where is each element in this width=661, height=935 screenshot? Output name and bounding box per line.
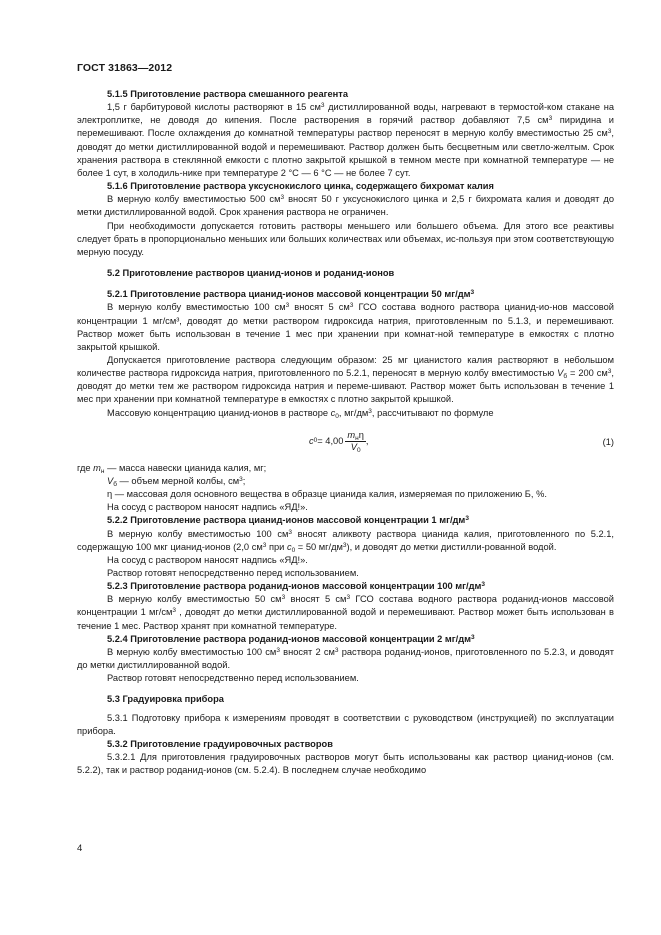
section-5-3-title: 5.3 Градуировка прибора	[107, 694, 224, 705]
section-5-3-2-title: 5.3.2 Приготовление градуировочных растворов	[107, 738, 333, 749]
section-5-3-2-1-paragraph: 5.3.2.1 Для приготовления градуировочных растворов могут быть использованы как раствор цианид-ионов (см. 5.2.2), так и раствор роданид-ионов (см. 5.2.4). В последнем случае необходимо	[77, 752, 614, 776]
document-header: ГОСТ 31863—2012	[77, 62, 173, 74]
section-5-2-4-paragraph-2: Раствор готовят непосредственно перед использованием.	[107, 673, 359, 684]
section-5-2-4-paragraph-1: В мерную колбу вместимостью 100 $см^3$ вносят 2 $см^3$ раствора роданид-ионов, приготовленного по 5.2.3, и доводят до метки дистиллированной водой.	[77, 646, 614, 671]
document-body	[77, 88, 614, 777]
section-5-2-2-paragraph-1: В мерную колбу вместимостью 100 $см^3$ вносят аликвоту раствора цианида калия, приготовленного по 5.2.1, содержащую 100 мкг цианид-ионов (2,0 $см^3$ при $c_0 = 50$ $мг/дм^3$), и доводят до метки дистилли-рованной водой.	[77, 528, 614, 554]
page-number: 4	[77, 843, 83, 854]
section-5-1-5-title: 5.1.5 Приготовление раствора смешанного реагента	[107, 89, 349, 99]
formula-1	[77, 424, 614, 462]
section-5-2-2-paragraph-2: На сосуд с раствором наносят надпись «ЯД!».	[107, 554, 308, 565]
section-5-1-6-paragraph-2: При необходимости допускается готовить растворы меньшего или большего объема. Для этого все реактивы следует брать в пропорционально меньших или больших количествах или объемах, ис-пользуя при этом соответствующую мерную посуду.	[77, 220, 614, 257]
section-5-2-1-paragraph-1: В мерную колбу вместимостью 100 $см^3$ вносят 5 $см^3$ ГСО состава водного раствора цианид-ио-нов массовой концентрации 1 мг/см³, доводят до метки раствором гидроксида натрия, приготовленным по 5.1.3, и перемешивают. Раствор может быть использован в течение 1 мес при хранении при комнат-ной температуре в емкостях с плотно закрытой крышкой.	[77, 302, 614, 352]
where-line-2: $V_б$ — объем мерной колбы, $см^3$;	[107, 475, 246, 488]
section-5-3-1-paragraph: 5.3.1 Подготовку прибора к измерениям проводят в соответствии с руководством (инструкцией) по эксплуатации прибора.	[77, 712, 614, 736]
section-5-2-4-title: 5.2.4 Приготовление раствора роданид-ионов массовой концентрации 2 $мг/дм^3$	[107, 633, 475, 644]
section-5-2-2-paragraph-3: Раствор готовят непосредственно перед использованием.	[107, 568, 359, 578]
section-5-2-3-title: 5.2.3 Приготовление раствора роданид-ионов массовой концентрации 100 $мг/дм^3$	[107, 581, 485, 592]
section-5-2-1-paragraph-2: Допускается приготовление раствора следующим образом: 25 мг цианистого калия растворяют в небольшом количестве раствора гидроксида натрия, приготовленного по 5.2.1, переносят в мерную колбу вместимостью $V_б = 200$ $см^3$, доводят до метки тем же раствором гидроксида натрия и переме-шивают. Раствор может быть использован в течение 1 мес при хранении при комнатной температуре в емкостях с плотно закрытой крышкой.	[77, 354, 614, 405]
section-5-1-6-paragraph-1: В мерную колбу вместимостью 500 $см^3$ вносят 50 г уксуснокислого цинка и 2,5 г бихромата калия и доводят до метки дистиллированной водой. Срок хранения раствора не ограничен.	[77, 194, 614, 218]
section-5-2-1-paragraph-3: Массовую концентрацию цианид-ионов в растворе $c_0$, $мг/дм^3$, рассчитывают по формуле	[107, 407, 494, 420]
where-line-4: На сосуд с раствором наносят надпись «ЯД!».	[107, 502, 308, 513]
formula-expression: c 0 = 4,00 $\frac{m_н\eta}{V_0}$ ,	[309, 429, 369, 454]
section-5-2-3-paragraph-1: В мерную колбу вместимостью 50 $см^3$ вносят 5 $см^3$ ГСО состава водного раствора роданид-ионов массовой концентрации 1 $мг/см^3$ , доводят до метки дистиллированной водой и перемешивают. Раствор может быть использован в течение 1 мес. Раствор хранят при комнатной температуре.	[77, 594, 614, 631]
section-5-1-5-paragraph: 1,5 г барбитуровой кислоты растворяют в 15 $см^3$ дистиллированной воды, нагревают в термостой-ком стакане на электроплитке, не доводя до кипения. После растворения в горячий раствор добавляют 7,5 $см^3$ пиридина и перемешивают. После охлаждения до комнатной температуры раствор переносят в мерную колбу вместимостью 25 $см^3$, доводят до метки дистиллированной водой и перемешивают. Раствор должен быть бесцветным или светло-желтым. Срок хранения раствора в стеклянной емкости с плотно закрытой крышкой в темном месте при комнатной температуре — не более 1 сут, в холодиль-нике при температуре 2 °С — 6 °С — не более 7 сут.	[77, 102, 614, 178]
formula-number: (1)	[602, 436, 614, 447]
section-5-1-6-title: 5.1.6 Приготовление раствора уксуснокислого цинка, содержащего бихромат калия	[107, 181, 494, 192]
section-5-2-1-title: 5.2.1 Приготовление раствора цианид-ионов массовой концентрации 50 $мг/дм^3$	[107, 289, 475, 300]
where-line-3: η — массовая доля основного вещества в образце цианида калия, измеряемая по приложению Б, %.	[107, 489, 547, 500]
formula-fraction: $\frac{m_н\eta}{V_0}$	[347, 429, 364, 454]
section-5-2-title: 5.2 Приготовление растворов цианид-ионов и роданид-ионов	[107, 268, 395, 279]
where-line-1: где $m_н$ — масса навески цианида калия, мг;	[77, 462, 267, 475]
section-5-2-2-title: 5.2.2 Приготовление раствора цианид-ионов массовой концентрации 1 $мг/дм^3$	[107, 515, 469, 526]
